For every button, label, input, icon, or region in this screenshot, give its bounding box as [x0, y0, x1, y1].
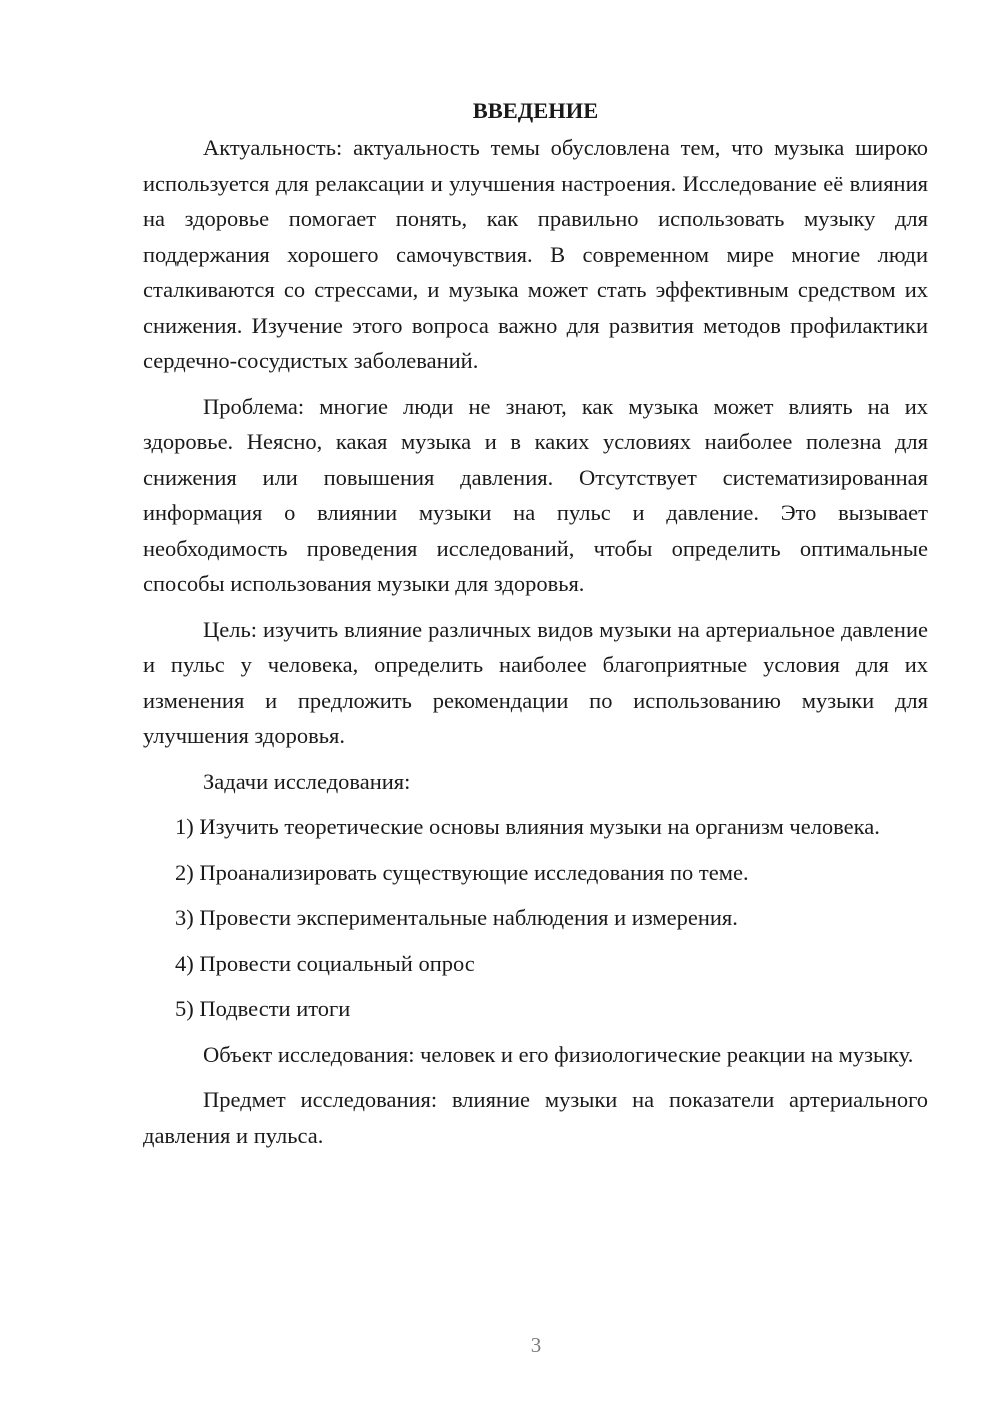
task-item-3: 3) Провести экспериментальные наблюдения и измерения. — [175, 905, 738, 930]
paragraph-subject: Предмет исследования: влияние музыки на показатели артериального давления и пульса. — [143, 1087, 928, 1148]
paragraph-problem: Проблема: многие люди не знают, как музыка может влиять на их здоровье. Неясно, какая музыка и в каких условиях наиболее полезна для снижения или повышения давления. Отсутствует систематизированная информация о влиянии музыки на пульс и давление. Это вызывает необходимость проведения исследований, чтобы определить оптимальные способы использования музыки для здоровья. — [143, 393, 928, 596]
tasks-heading: Задачи исследования: — [203, 768, 411, 794]
paragraph-goal: Цель: изучить влияние различных видов музыки на артериальное давление и пульс у человека, определить наиболее благоприятные условия для их изменения и предложить рекомендации по использованию музыки для улучшения здоровья. — [143, 616, 928, 748]
section-title: ВВЕДЕНИЕ — [472, 98, 599, 123]
page-number: 3 — [530, 1333, 542, 1357]
task-item-2: 2) Проанализировать существующие исследования по теме. — [175, 859, 749, 885]
paragraph-relevance: Актуальность: актуальность темы обусловлена тем, что музыка широко используется для релаксации и улучшения настроения. Исследование её влияния на здоровье помогает понять, как правильно использовать музыку для поддержания хорошего самочувствия. В современном мире многие люди сталкиваются со стрессами, и музыка может стать эффективным средством их снижения. Изучение этого вопроса важно для развития методов профилактики сердечно-сосудистых заболеваний. — [143, 135, 928, 373]
paragraph-object: Объект исследования: человек и его физиологические реакции на музыку. — [203, 1041, 914, 1067]
task-item-4: 4) Провести социальный опрос — [175, 950, 475, 976]
task-item-1: 1) Изучить теоретические основы влияния музыки на организм человека. — [175, 814, 880, 839]
page-content — [143, 94, 928, 1163]
task-item-5: 5) Подвести итоги — [175, 996, 351, 1021]
